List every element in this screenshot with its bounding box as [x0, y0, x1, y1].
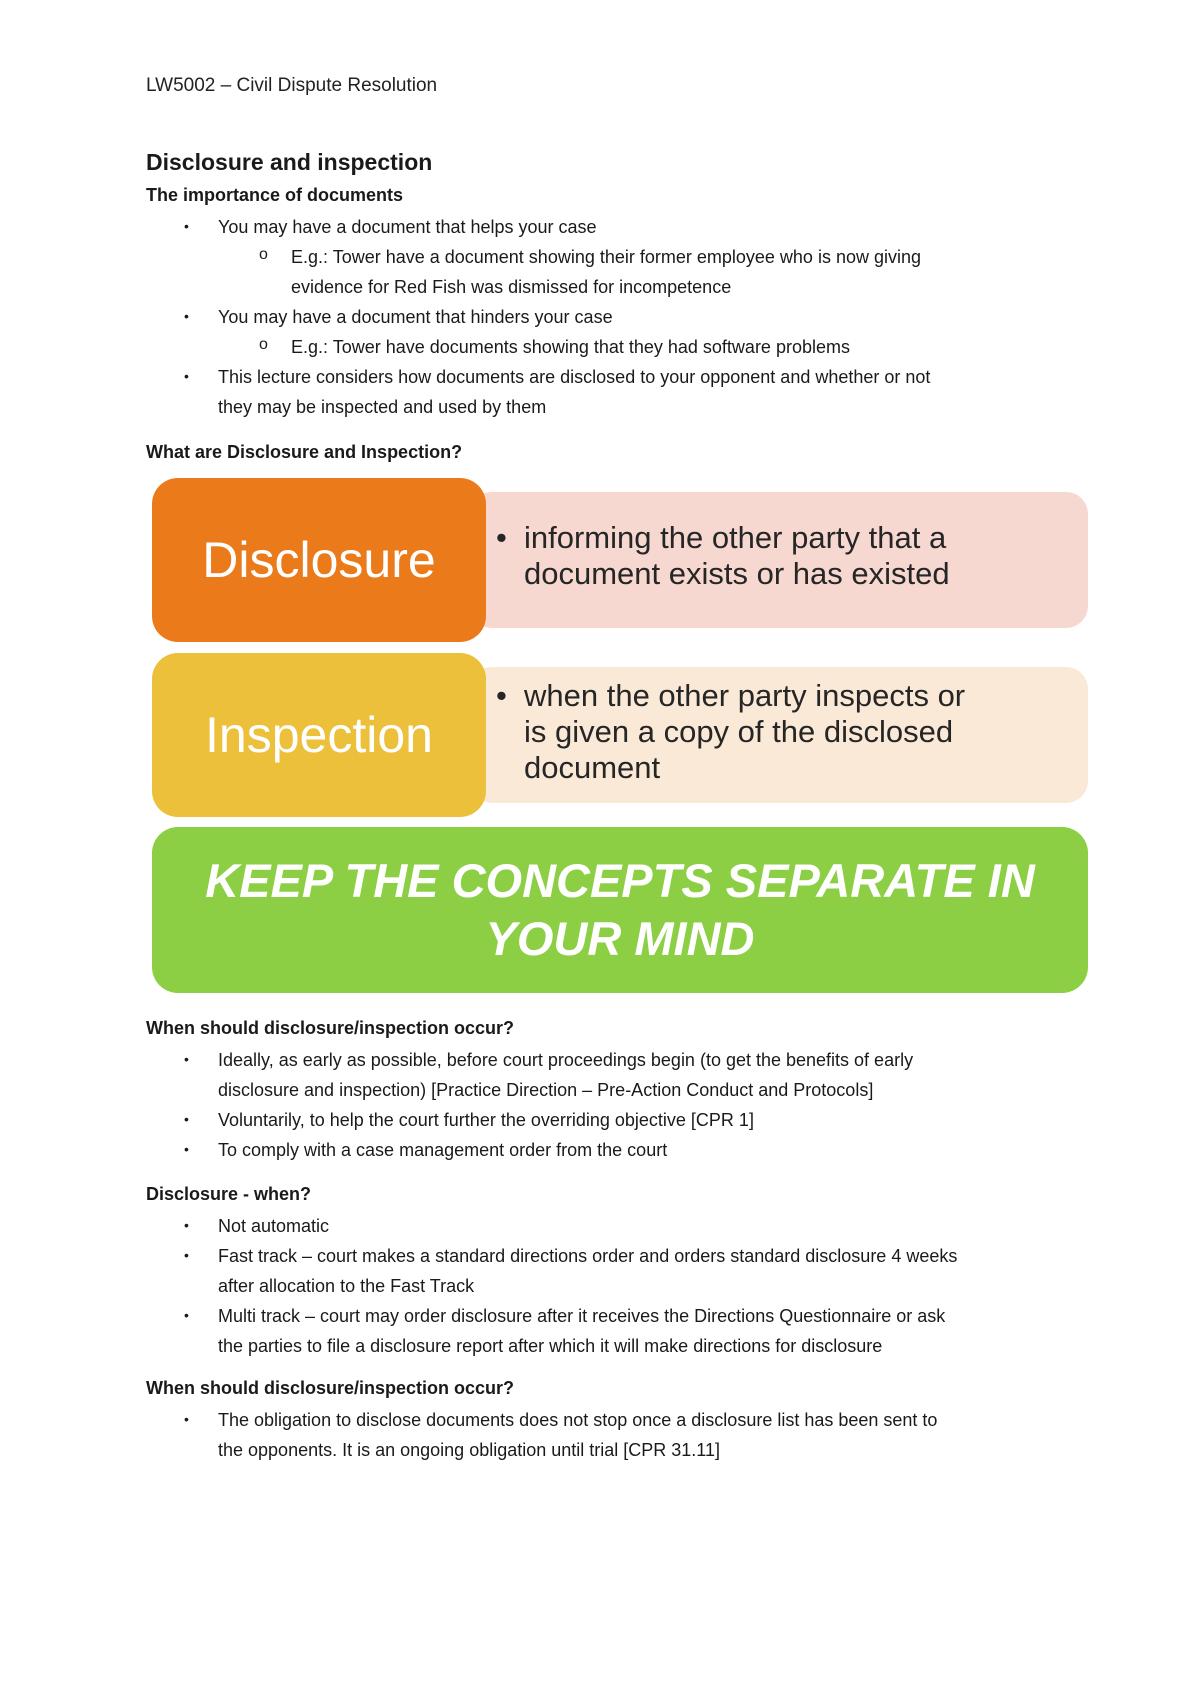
inspection-label: Inspection — [205, 707, 433, 763]
list-item: after allocation to the Fast Track — [218, 1276, 475, 1296]
bullet-icon: • — [184, 1217, 189, 1233]
disclosure-label-box — [152, 478, 486, 642]
bullet-icon: • — [184, 1247, 189, 1263]
section-heading-when-occur: When should disclosure/inspection occur? — [146, 1018, 515, 1038]
list-item: You may have a document that hinders your case — [218, 307, 613, 327]
inspection-desc-line: document — [524, 750, 661, 785]
list-item: This lecture considers how documents are disclosed to your opponent and whether or not — [218, 367, 931, 387]
disclosure-desc-line: informing the other party that a — [524, 520, 947, 555]
section-heading-importance: The importance of documents — [146, 185, 404, 205]
list-item: the opponents. It is an ongoing obligation until trial [CPR 31.11] — [218, 1440, 720, 1460]
bullet-icon: • — [184, 308, 189, 324]
disclosure-description — [496, 520, 1076, 600]
list-item: they may be inspected and used by them — [218, 397, 547, 417]
bullet-icon: • — [184, 368, 189, 384]
page-title: Disclosure and inspection — [146, 149, 433, 175]
bullet-icon: • — [184, 1307, 189, 1323]
sub-list-item: evidence for Red Fish was dismissed for incompetence — [291, 277, 732, 297]
inspection-desc-line: when the other party inspects or — [524, 678, 966, 713]
list-item: disclosure and inspection) [Practice Direction – Pre-Action Conduct and Protocols] — [218, 1080, 874, 1100]
bullet-icon: • — [184, 1111, 189, 1127]
list-item: Multi track – court may order disclosure after it receives the Directions Questionnaire or ask — [218, 1306, 946, 1326]
list-item: the parties to file a disclosure report after which it will make directions for disclosure — [218, 1336, 883, 1356]
list-item: You may have a document that helps your case — [218, 217, 597, 237]
inspection-desc-line: is given a copy of the disclosed — [524, 714, 954, 749]
disclosure-desc-line: document exists or has existed — [524, 556, 950, 591]
list-item: Ideally, as early as possible, before court proceedings begin (to get the benefits of early — [218, 1050, 914, 1070]
keep-line: YOUR MIND — [485, 912, 755, 965]
list-item: Not automatic — [218, 1216, 330, 1236]
bullet-icon: • — [184, 218, 189, 234]
inspection-description — [496, 678, 1076, 790]
sub-list-item: E.g.: Tower have documents showing that they had software problems — [291, 337, 850, 357]
section-heading-what: What are Disclosure and Inspection? — [146, 442, 463, 462]
list-item: Voluntarily, to help the court further the overriding objective [CPR 1] — [218, 1110, 754, 1130]
bullet-icon: • — [184, 1141, 189, 1157]
list-item: Fast track – court makes a standard directions order and orders standard disclosure 4 weeks — [218, 1246, 958, 1266]
disclosure-label: Disclosure — [202, 532, 436, 588]
bullet-icon: • — [496, 520, 507, 555]
sub-bullet-icon: o — [259, 336, 268, 353]
keep-separate-banner — [152, 827, 1088, 993]
bullet-icon: • — [496, 678, 507, 713]
bullet-icon: • — [184, 1411, 189, 1427]
list-item: To comply with a case management order from the court — [218, 1140, 668, 1160]
page-header: LW5002 – Civil Dispute Resolution — [146, 75, 438, 96]
sub-bullet-icon: o — [259, 246, 268, 263]
keep-line: KEEP THE CONCEPTS SEPARATE IN — [205, 854, 1035, 907]
inspection-label-box — [152, 653, 486, 817]
sub-list-item: E.g.: Tower have a document showing their former employee who is now giving — [291, 247, 921, 267]
section-heading-disclosure-when: Disclosure - when? — [146, 1184, 312, 1204]
keep-separate-text — [190, 852, 1050, 968]
section-heading-when-occur-2: When should disclosure/inspection occur? — [146, 1378, 515, 1398]
bullet-icon: • — [184, 1051, 189, 1067]
list-item: The obligation to disclose documents does not stop once a disclosure list has been sent to — [218, 1410, 938, 1430]
